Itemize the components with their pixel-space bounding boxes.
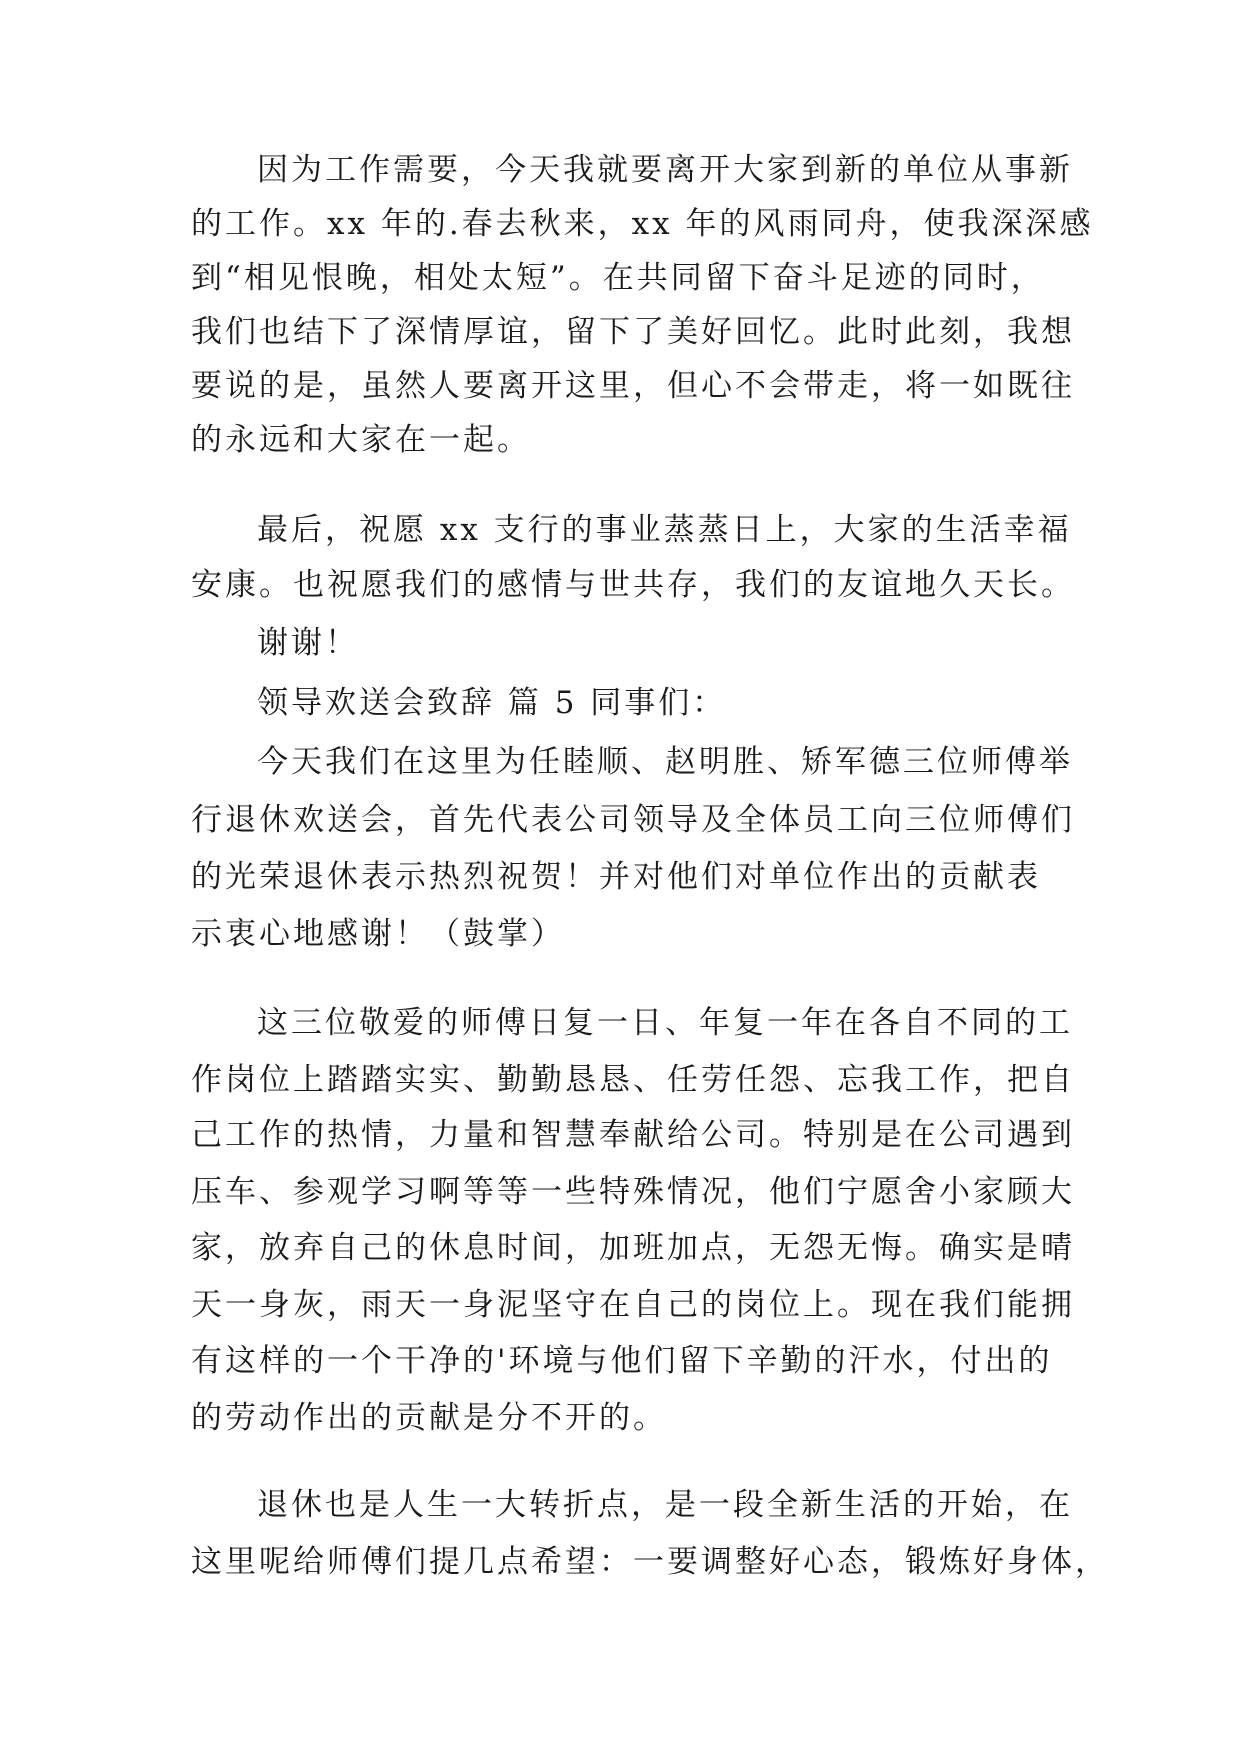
- paragraph-line: 最后，祝愿 xx 支行的事业蒸蒸日上，大家的生活幸福: [257, 512, 1072, 548]
- paragraph-line: 退休也是人生一大转折点，是一段全新生活的开始，在: [257, 1487, 1073, 1523]
- paragraph-line: 到“相见恨晚，相处太短”。在共同留下奋斗足迹的同时，: [191, 260, 1045, 296]
- paragraph-line: 天一身灰，雨天一身泥坚守在自己的岗位上。现在我们能拥: [191, 1287, 1075, 1323]
- paragraph-line: 有这样的一个干净的'环境与他们留下辛勤的汗水，付出的: [191, 1343, 1053, 1379]
- paragraph-line: 这里呢给师傅们提几点希望：一要调整好心态，锻炼好身体，: [191, 1544, 1109, 1580]
- paragraph-line: 行退休欢送会，首先代表公司领导及全体员工向三位师傅们: [191, 802, 1075, 838]
- paragraph-line: 我们也结下了深情厚谊，留下了美好回忆。此时此刻，我想: [191, 314, 1075, 350]
- paragraph-line: 压车、参观学习啊等等一些特殊情况，他们宁愿舍小家顾大: [191, 1174, 1075, 1210]
- paragraph-line: 安康。也祝愿我们的感情与世共存，我们的友谊地久天长。: [191, 567, 1075, 603]
- paragraph-line: 的光荣退休表示热烈祝贺！并对他们对单位作出的贡献表: [191, 859, 1041, 895]
- paragraph-line: 这三位敬爱的师傅日复一日、年复一年在各自不同的工: [257, 1005, 1073, 1041]
- paragraph-line: 谢谢！: [257, 625, 359, 661]
- paragraph-line: 今天我们在这里为任睦顺、赵明胜、矫军德三位师傅举: [257, 744, 1073, 780]
- paragraph-line: 的工作。xx 年的.春去秋来，xx 年的风雨同舟，使我深深感: [191, 206, 1094, 242]
- paragraph-line: 示衷心地感谢！（鼓掌）: [191, 916, 565, 952]
- paragraph-line: 作岗位上踏踏实实、勤勤恳恳、任劳任怨、忘我工作，把自: [191, 1062, 1075, 1098]
- paragraph-line: 的永远和大家在一起。: [191, 422, 531, 458]
- paragraph-line: 要说的是，虽然人要离开这里，但心不会带走，将一如既往: [191, 368, 1075, 404]
- paragraph-line: 己工作的热情，力量和智慧奉献给公司。特别是在公司遇到: [191, 1117, 1075, 1153]
- paragraph-line: 家，放弃自己的休息时间，加班加点，无怨无悔。确实是晴: [191, 1230, 1075, 1266]
- paragraph-line: 的劳动作出的贡献是分不开的。: [191, 1400, 667, 1436]
- paragraph-line: 因为工作需要，今天我就要离开大家到新的单位从事新: [257, 152, 1073, 188]
- section-heading: 领导欢送会致辞 篇 5 同事们：: [257, 685, 727, 721]
